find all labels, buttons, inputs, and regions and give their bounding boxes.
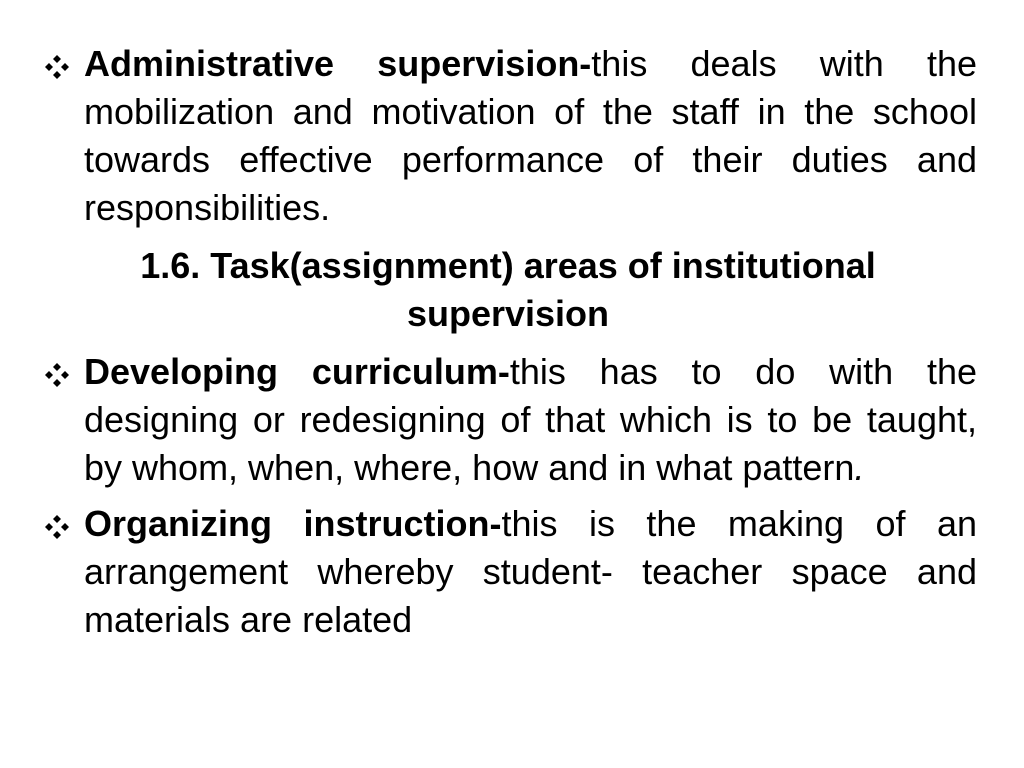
bullet-text: this has to do with the designing or redesigning of that which is to be taught, by whom, when, where, how and in what pattern <box>84 351 977 488</box>
bullet-term: Organizing instruction- <box>84 503 502 544</box>
bullet-text: this deals with the mobilization and motivation of the staff in the school towards effective performance of their duties and responsibilities. <box>84 43 977 228</box>
bullet-organizing-instruction <box>84 500 977 644</box>
diamond-bullet-icon <box>44 514 70 540</box>
bullet-term: Developing curriculum- <box>84 351 510 392</box>
bullet-tail: . <box>854 447 865 488</box>
section-heading <box>40 242 976 338</box>
heading-line-1: 1.6. Task(assignment) areas of institutional <box>140 245 876 286</box>
diamond-bullet-icon <box>44 362 70 388</box>
bullet-text: this is the making of an arrangement whereby student- teacher space and materials are related <box>84 503 977 640</box>
diamond-bullet-icon <box>44 54 70 80</box>
bullet-term: Administrative supervision- <box>84 43 592 84</box>
bullet-developing-curriculum <box>84 348 977 492</box>
heading-line-2: supervision <box>406 293 610 334</box>
bullet-administrative-supervision <box>84 40 977 232</box>
